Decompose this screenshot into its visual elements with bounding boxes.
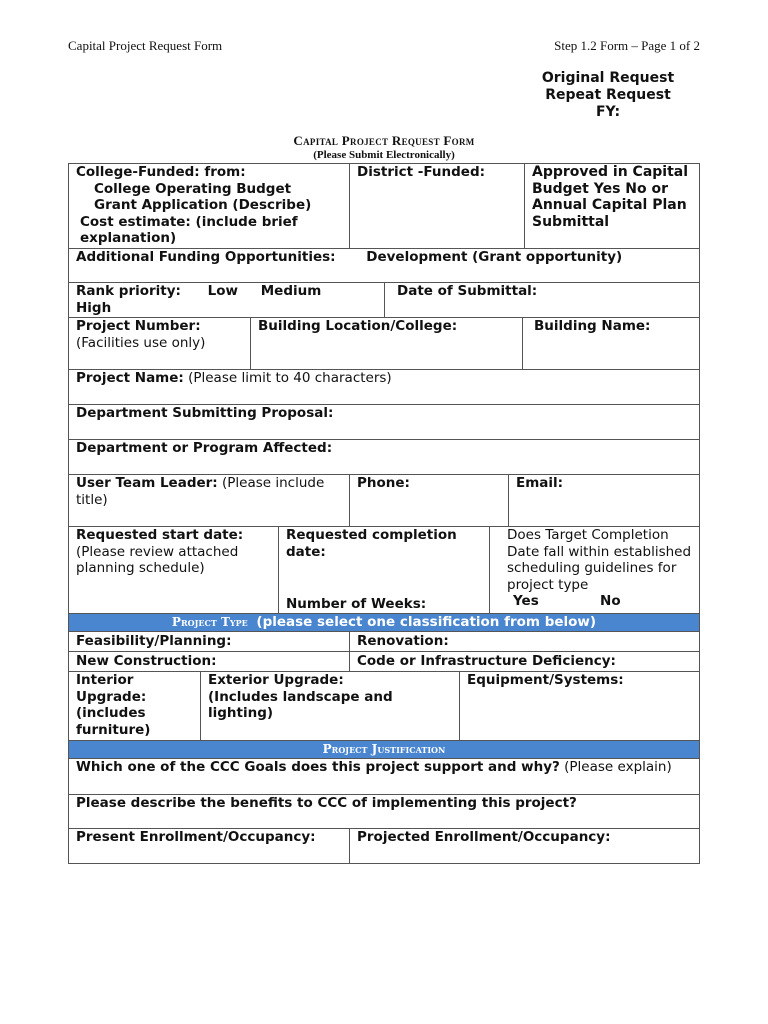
start-date-label: Requested start date: — [76, 527, 244, 543]
facilities-note: (Facilities use only) — [76, 334, 206, 351]
rank-high-option[interactable]: High — [76, 299, 112, 316]
form-title: Capital Project Request Form — [293, 133, 475, 148]
start-date-note: (Please review attached planning schedule) — [76, 543, 239, 576]
present-enrollment-cell[interactable] — [68, 828, 350, 864]
renovation-label: Renovation: — [357, 633, 449, 649]
approved-capital-label: Approved in Capital Budget Yes No or Annual Capital Plan Submittal — [532, 164, 689, 230]
additional-funding-label: Additional Funding Opportunities: — [76, 249, 336, 265]
email-label: Email: — [516, 475, 564, 491]
project-number-label: Project Number: — [76, 318, 201, 334]
rank-priority-cell[interactable] — [68, 282, 385, 318]
project-name-cell[interactable] — [68, 369, 700, 405]
team-leader-cell[interactable] — [68, 474, 350, 527]
feasibility-label: Feasibility/Planning: — [76, 633, 232, 649]
start-date-cell[interactable] — [68, 526, 279, 614]
team-leader-label: User Team Leader: — [76, 475, 218, 491]
rank-low-option[interactable]: Low — [207, 283, 239, 299]
exterior-upgrade-note: (Includes landscape and lighting) — [208, 688, 393, 721]
benefits-question: Please describe the benefits to CCC of implementing this project? — [76, 795, 577, 811]
equipment-systems-cell[interactable] — [459, 671, 700, 741]
page-header-step: Step 1.2 Form – Page 1 of 2 — [554, 38, 700, 53]
grant-application-option[interactable]: Grant Application (Describe) — [94, 197, 312, 213]
project-type-title: Project Type — [171, 615, 248, 629]
project-name-label: Project Name: — [76, 370, 184, 386]
college-funded-label: College-Funded: from: — [76, 164, 246, 180]
completion-date-cell[interactable] — [278, 526, 490, 614]
phone-label: Phone: — [357, 475, 410, 491]
college-funded-cell[interactable] — [68, 163, 350, 249]
renovation-cell[interactable] — [349, 631, 700, 652]
new-construction-label: New Construction: — [76, 653, 217, 669]
phone-cell[interactable] — [349, 474, 509, 527]
operating-budget-option[interactable]: College Operating Budget — [94, 180, 292, 197]
form-subtitle: (Please Submit Electronically) — [313, 149, 455, 161]
date-submittal-label: Date of Submittal: — [397, 283, 538, 299]
district-funded-cell[interactable] — [349, 163, 525, 249]
target-completion-cell[interactable] — [489, 526, 700, 614]
ccc-goals-note: (Please explain) — [559, 759, 672, 775]
completion-date-label: Requested completion date: — [286, 527, 457, 560]
approved-capital-cell[interactable] — [524, 163, 700, 249]
department-submitting-cell[interactable] — [68, 404, 700, 440]
code-deficiency-label: Code or Infrastructure Deficiency: — [357, 653, 616, 669]
email-cell[interactable] — [508, 474, 700, 527]
date-submittal-cell[interactable] — [384, 282, 700, 318]
page-header-title: Capital Project Request Form — [68, 38, 223, 53]
fiscal-year-label: FY: — [595, 104, 621, 120]
team-leader-note: (Please include title) — [76, 475, 325, 508]
projected-enrollment-label: Projected Enrollment/Occupancy: — [357, 829, 611, 845]
target-yes-option[interactable]: Yes — [513, 593, 539, 609]
target-completion-question: Does Target Completion Date fall within established scheduling guidelines for project type — [507, 527, 692, 593]
equipment-systems-label: Equipment/Systems: — [467, 672, 624, 688]
present-enrollment-label: Present Enrollment/Occupancy: — [76, 829, 316, 845]
number-of-weeks-label: Number of Weeks: — [286, 596, 427, 612]
original-request-label: Original Request — [541, 70, 675, 86]
projected-enrollment-cell[interactable] — [349, 828, 700, 864]
building-name-cell[interactable] — [522, 317, 700, 370]
department-affected-cell[interactable] — [68, 439, 700, 475]
code-deficiency-cell[interactable] — [349, 651, 700, 672]
target-no-option[interactable]: No — [600, 593, 621, 609]
ccc-goals-question: Which one of the CCC Goals does this project support and why? — [76, 759, 560, 775]
project-name-note: (Please limit to 40 characters) — [183, 370, 392, 386]
district-funded-label: District -Funded: — [357, 164, 486, 180]
development-grant-label: Development (Grant opportunity) — [366, 249, 623, 265]
exterior-upgrade-cell[interactable] — [200, 671, 460, 741]
exterior-upgrade-label: Exterior Upgrade: — [208, 672, 344, 688]
building-location-label: Building Location/College: — [258, 318, 458, 334]
new-construction-cell[interactable] — [68, 651, 350, 672]
cost-estimate-label: Cost estimate: (include brief explanation) — [80, 213, 298, 246]
rank-priority-label: Rank priority: — [76, 283, 181, 299]
building-location-cell[interactable] — [250, 317, 523, 370]
repeat-request-label: Repeat Request — [545, 87, 671, 103]
building-name-label: Building Name: — [534, 318, 651, 334]
project-justification-band — [68, 740, 700, 759]
ccc-goals-cell[interactable] — [68, 758, 700, 795]
department-submitting-label: Department Submitting Proposal: — [76, 405, 334, 421]
project-type-note: (please select one classification from below) — [256, 614, 597, 630]
project-type-band — [68, 613, 700, 632]
rank-medium-option[interactable]: Medium — [260, 283, 322, 299]
feasibility-cell[interactable] — [68, 631, 350, 652]
project-number-cell[interactable] — [68, 317, 251, 370]
department-affected-label: Department or Program Affected: — [76, 440, 333, 456]
interior-upgrade-cell[interactable] — [68, 671, 201, 741]
interior-upgrade-label: Interior Upgrade: (includes furniture) — [76, 672, 151, 738]
additional-funding-cell[interactable] — [68, 248, 700, 283]
benefits-cell[interactable] — [68, 794, 700, 829]
request-type-block — [520, 70, 696, 121]
project-justification-title: Project Justification — [322, 742, 446, 756]
